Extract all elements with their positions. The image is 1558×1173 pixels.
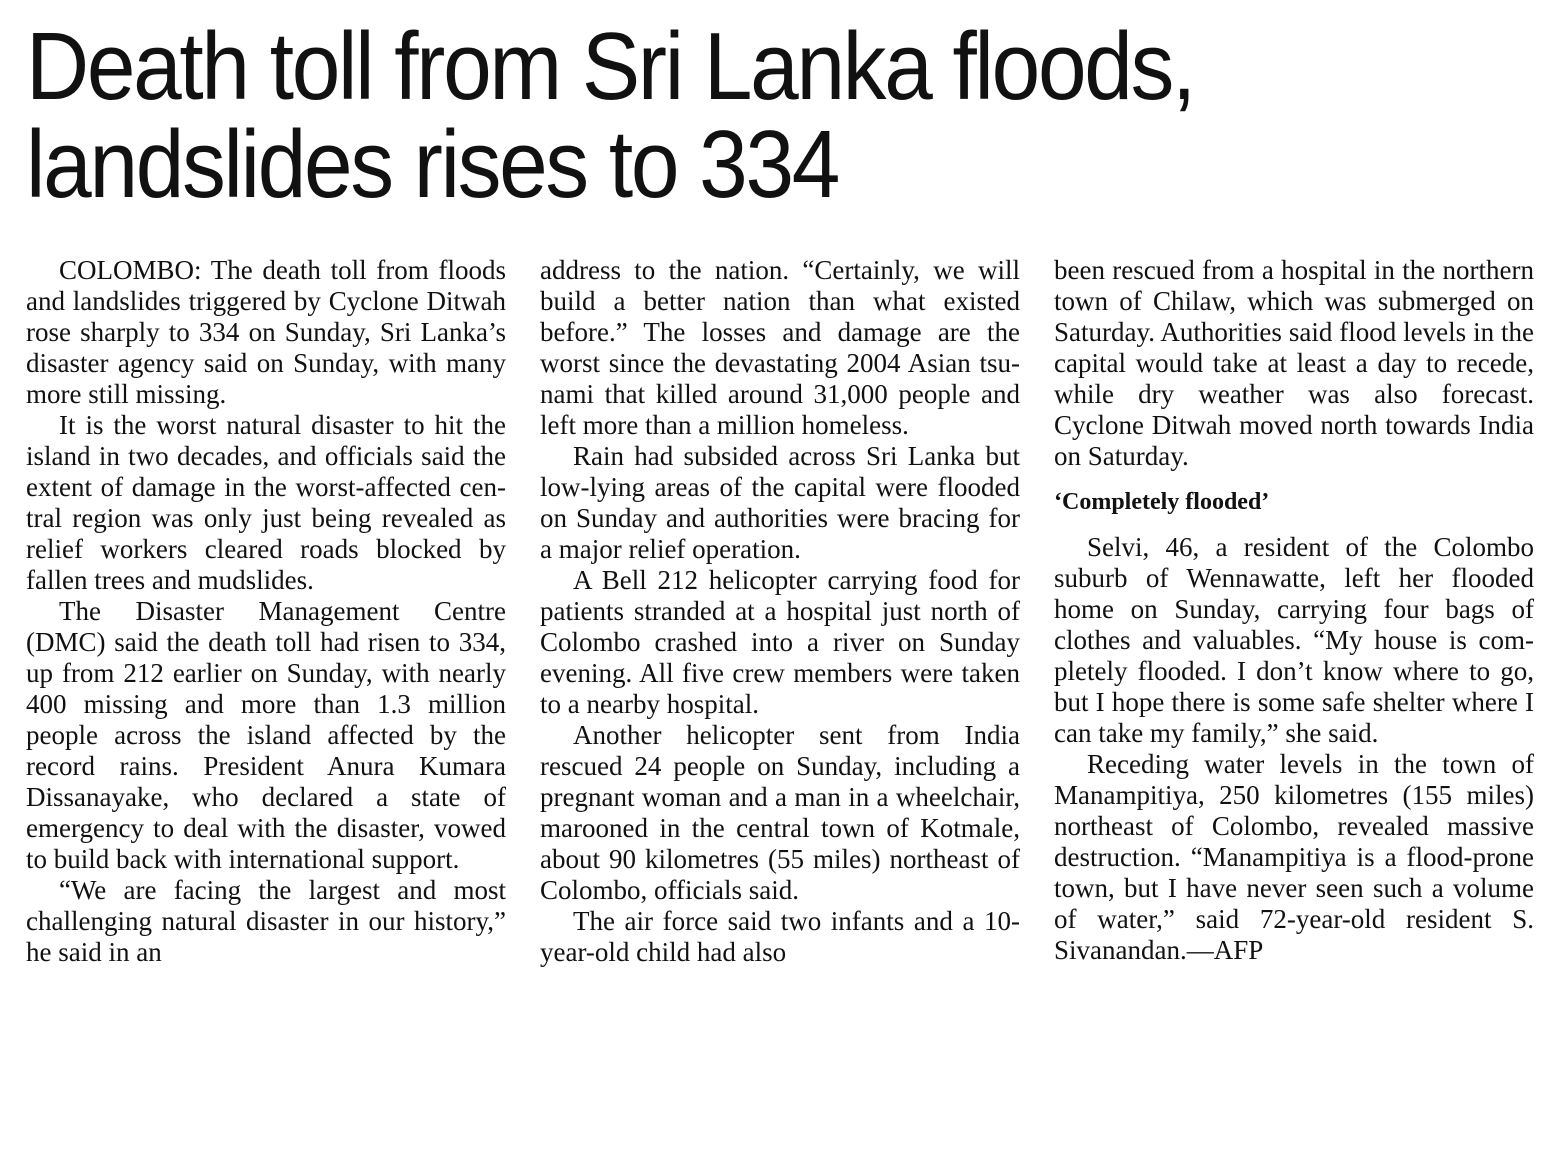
paragraph-10: Receding water levels in the town of Manampitiya, 250 kilometres (155 miles) northeast of Colombo, revealed massive destruction. “Manampitiya is a flood-prone town, but I have never seen such a volume of water,” said 72-year-old resident S. Sivanandan.—AFP (1054, 749, 1534, 965)
paragraph-8: The air force said two infants and a 10-year-old child had also (540, 906, 1020, 967)
headline (26, 13, 1400, 218)
subheading: ‘Completely flooded’ (1054, 489, 1270, 515)
column-1 (26, 255, 506, 1155)
paragraph-2: It is the worst natural disaster to hit the island in two decades, and officials said the extent of damage in the worst-affected central region was only just being revealed as relief workers cleared roads blocked by fallen trees and mudslides. (26, 410, 506, 595)
column-2 (540, 255, 1020, 1155)
paragraph-3: The Disaster Management Centre (DMC) said the death toll had risen to 334, up from 212 earlier on Sunday, with nearly 400 missing and more than 1.3 million people across the island affected by the record rains. President Anura Kumara Dissanayake, who declared a state of emergency to deal with the disaster, vowed to build back with international support. (26, 596, 506, 874)
paragraph-4-continued: address to the nation. “Certainly, we will build a better nation than what existed before.” The losses and damage are the worst since the devastating 2004 Asian tsunami that killed around 31,000 people and left more than a million homeless. (540, 255, 1020, 440)
paragraph-1: COLOMBO: The death toll from floods and landslides triggered by Cyclone Ditwah rose sharply to 334 on Sunday, Sri Lanka’s disaster agency said on Sunday, with many more still missing. (26, 255, 506, 409)
paragraph-7: Another helicopter sent from India rescued 24 people on Sunday, including a pregnant woman and a man in a wheelchair, marooned in the central town of Kotmale, about 90 kilometres (55 miles) northeast of Colombo, officials said. (540, 720, 1020, 905)
paragraph-6: A Bell 212 helicopter carrying food for patients stranded at a hospital just north of Colombo crashed into a river on Sunday evening. All five crew members were taken to a nearby hospital. (540, 565, 1020, 719)
headline-line-1: Death toll from Sri Lanka floods, (26, 13, 1194, 120)
article-body (26, 255, 1534, 1155)
column-3 (1054, 255, 1534, 1155)
paragraph-4: “We are facing the largest and most challenging natural disaster in our history,” he said in an (26, 875, 506, 967)
paragraph-9: Selvi, 46, a resident of the Colombo suburb of Wennawatte, left her flooded home on Sunday, carrying four bags of clothes and valuables. “My house is completely flooded. I don’t know where to go, but I hope there is some safe shelter where I can take my family,” she said. (1054, 532, 1534, 748)
headline-line-2: landslides rises to 334 (26, 111, 839, 218)
paragraph-5: Rain had subsided across Sri Lanka but low-lying areas of the capital were flooded on Sunday and authorities were bracing for a major relief operation. (540, 441, 1020, 564)
paragraph-8-continued: been rescued from a hospital in the northern town of Chilaw, which was submerged on Saturday. Authorities said flood levels in the capital would take at least a day to recede, while dry weather was also forecast. Cyclone Ditwah moved north towards India on Saturday. (1054, 255, 1534, 471)
